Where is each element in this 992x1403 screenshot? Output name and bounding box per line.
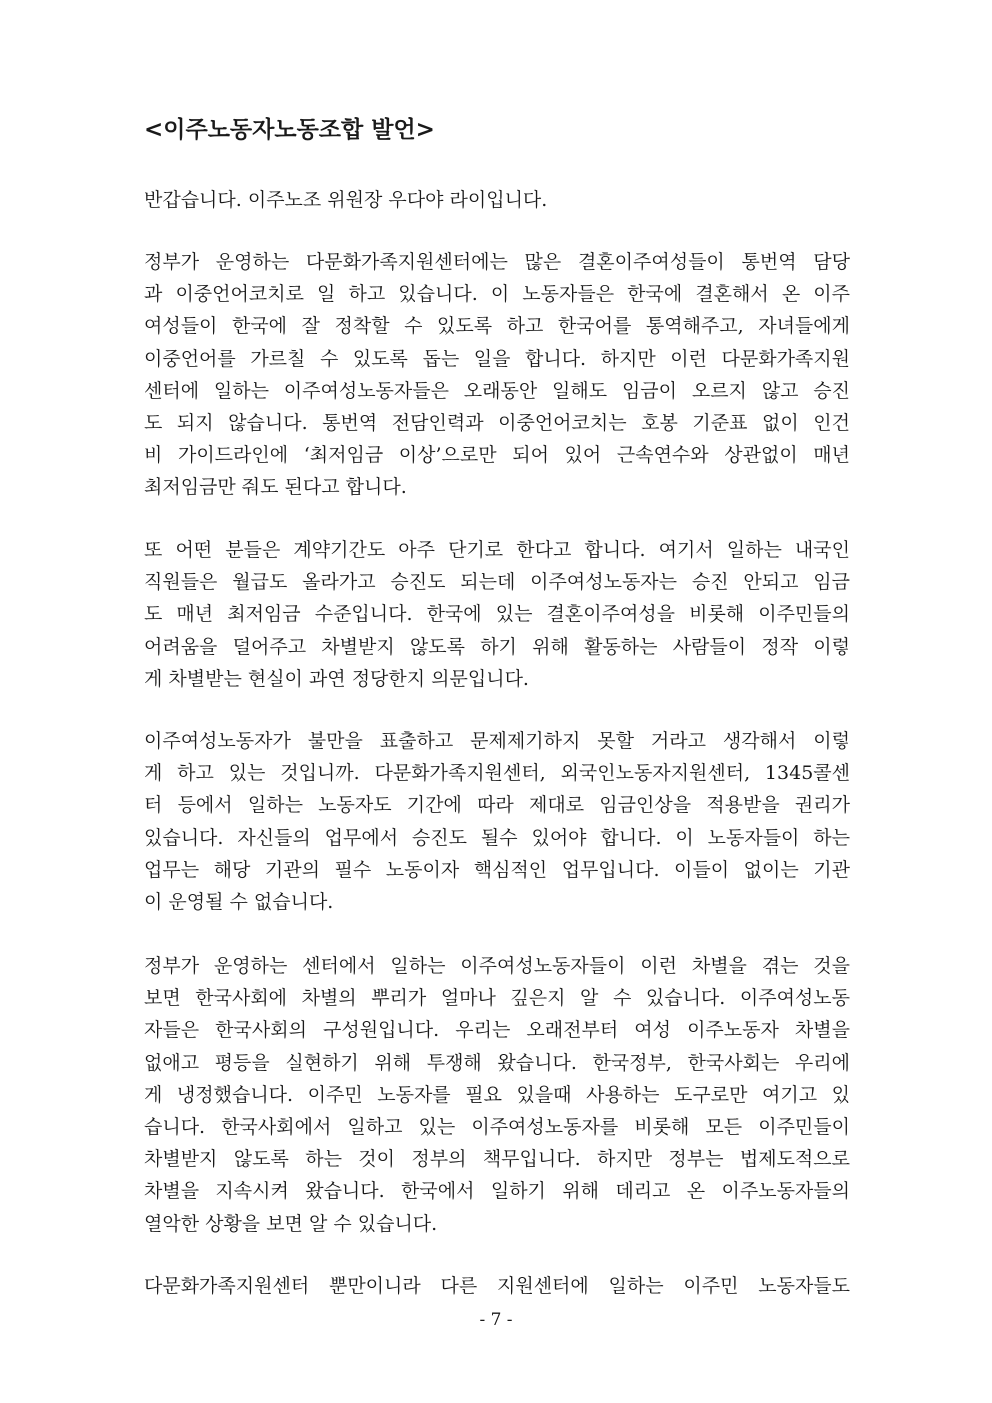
text-line: 열악한 상황을 보면 알 수 있습니다. [144, 1212, 438, 1235]
text-line: 정부가 운영하는 센터에서 일하는 이주여성노동자들이 이런 차별을 겪는 것을 [144, 955, 850, 977]
text-line: 이주여성노동자가 불만을 표출하고 문제제기하지 못할 거라고 생각해서 이렇 [144, 730, 850, 752]
text-line: 게 냉정했습니다. 이주민 노동자를 필요 있을때 사용하는 도구로만 여기고 있 [144, 1083, 850, 1106]
text-line: 다문화가족지원센터 뿐만이니라 다른 지원센터에 일하는 이주민 노동자들도 [144, 1275, 850, 1297]
text-line: 최저임금만 줘도 된다고 합니다. [144, 476, 407, 499]
text-line: 과 이중언어코치로 일 하고 있습니다. 이 노동자들은 한국에 결혼해서 온 이주 [144, 283, 850, 306]
text-line: 차별받지 않도록 하는 것이 정부의 책무입니다. 하지만 정부는 법제도적으로 [144, 1148, 850, 1171]
text-line: 여성들이 한국에 잘 정착할 수 있도록 하고 한국어를 통역해주고, 자녀들에게 [144, 315, 850, 338]
text-line: 이중언어를 가르칠 수 있도록 돕는 일을 합니다. 하지만 이런 다문화가족지원 [144, 347, 850, 370]
text-line: 정부가 운영하는 다문화가족지원센터에는 많은 결혼이주여성들이 통번역 담당 [144, 251, 850, 273]
paragraph-3 [144, 725, 850, 918]
paragraph-5 [144, 1270, 850, 1302]
text-line: 보면 한국사회에 차별의 뿌리가 얼마나 깊은지 알 수 있습니다. 이주여성노동 [144, 987, 850, 1010]
text-line: 도 매년 최저임금 수준입니다. 한국에 있는 결혼이주여성을 비롯해 이주민들의 [144, 603, 850, 626]
paragraph-4 [144, 950, 850, 1240]
paragraph-2 [144, 534, 850, 695]
text-line: 어려움을 덜어주고 차별받지 않도록 하기 위해 활동하는 사람들이 정작 이렇 [144, 635, 850, 658]
text-line: 습니다. 한국사회에서 일하고 있는 이주여성노동자를 비롯해 모든 이주민들이 [144, 1116, 850, 1139]
text-line: 있습니다. 자신들의 업무에서 승진도 될수 있어야 합니다. 이 노동자들이 하는 [144, 826, 850, 849]
text-line: 센터에 일하는 이주여성노동자들은 오래동안 일해도 임금이 오르지 않고 승진 [144, 379, 850, 402]
page-number: - 7 - [479, 1310, 513, 1330]
greeting-line [144, 184, 850, 216]
text-line: 게 하고 있는 것입니까. 다문화가족지원센터, 외국인노동자지원센터, 1345콜센 [144, 762, 850, 785]
paragraph-1 [144, 246, 850, 504]
text-line: 반갑습니다. 이주노조 위원장 우다야 라이입니다. [144, 189, 548, 211]
text-line: 자들은 한국사회의 구성원입니다. 우리는 오래전부터 여성 이주노동자 차별을 [144, 1019, 850, 1042]
text-line: 없애고 평등을 실현하기 위해 투쟁해 왔습니다. 한국정부, 한국사회는 우리에 [144, 1051, 850, 1074]
document-title: <이주노동자노동조합 발언> [144, 116, 435, 143]
text-line: 직원들은 월급도 올라가고 승진도 되는데 이주여성노동자는 승진 안되고 임금 [144, 571, 850, 594]
text-line: 또 어떤 분들은 계약기간도 아주 단기로 한다고 합니다. 여기서 일하는 내국인 [144, 539, 850, 561]
text-line: 이 운영될 수 없습니다. [144, 891, 334, 914]
text-line: 업무는 해당 기관의 필수 노동이자 핵심적인 업무입니다. 이들이 없이는 기관 [144, 858, 850, 881]
text-line: 차별을 지속시켜 왔습니다. 한국에서 일하기 위해 데리고 온 이주노동자들의 [144, 1180, 850, 1203]
text-line: 비 가이드라인에 ‘최저임금 이상’으로만 되어 있어 근속연수와 상관없이 매년 [144, 444, 850, 467]
text-line: 게 차별받는 현실이 과연 정당한지 의문입니다. [144, 667, 529, 690]
text-line: 터 등에서 일하는 노동자도 기간에 따라 제대로 임금인상을 적용받을 권리가 [144, 794, 850, 817]
text-line: 도 되지 않습니다. 통번역 전담인력과 이중언어코치는 호봉 기준표 없이 인건 [144, 412, 850, 435]
